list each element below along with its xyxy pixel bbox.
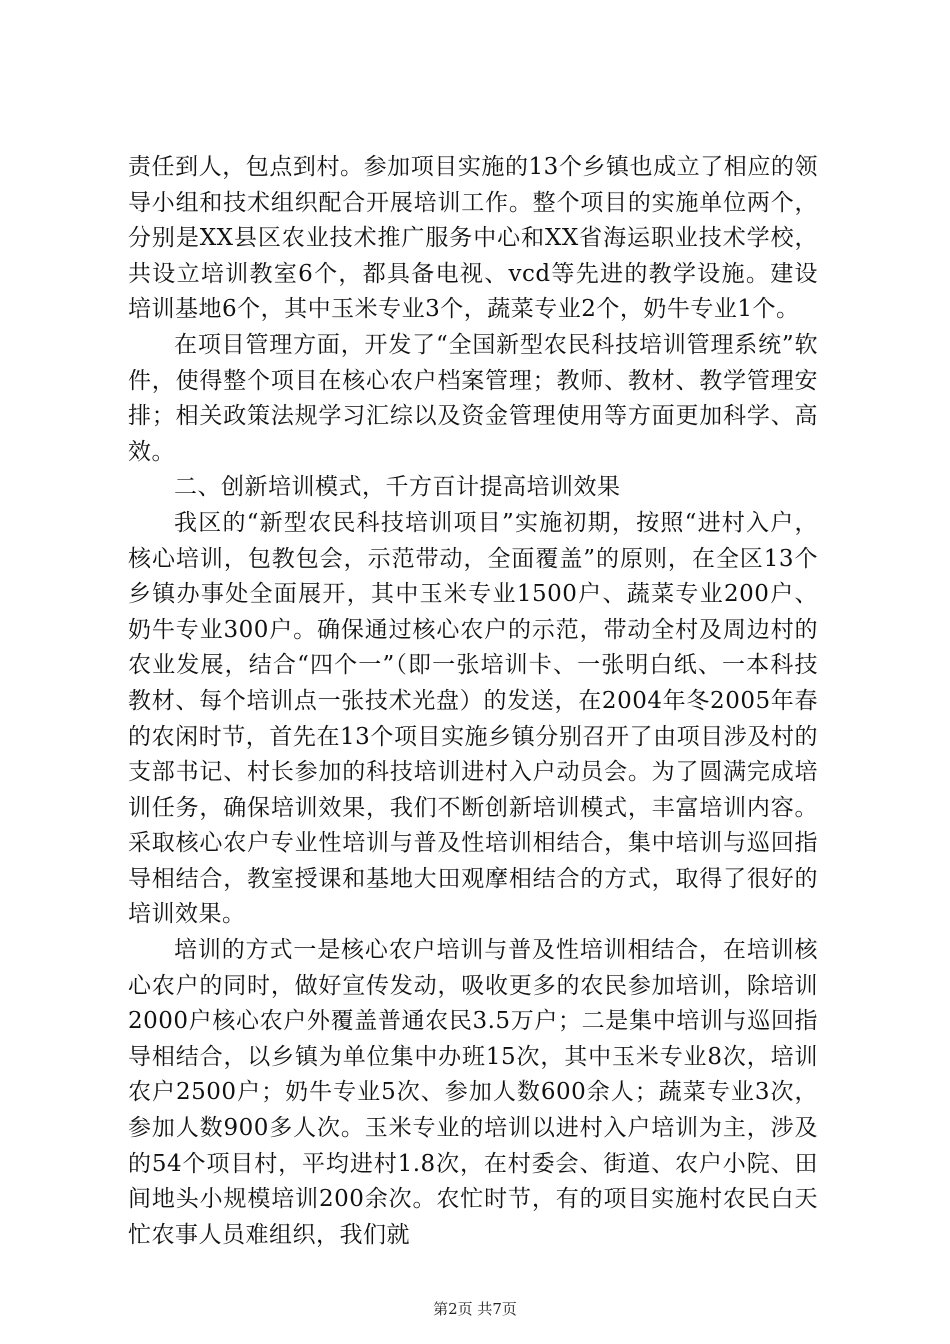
- document-body: [128, 150, 818, 1253]
- paragraph-project-management: 在项目管理方面，开发了“全国新型农民科技培训管理系统”软件，使得整个项目在核心农户档案管理；教师、教材、教学管理安排；相关政策法规学习汇综以及资金管理使用等方面更加科学、高效。: [128, 331, 818, 465]
- paragraph-training-methods: 培训的方式一是核心农户培训与普及性培训相结合，在培训核心农户的同时，做好宣传发动，吸收更多的农民参加培训，除培训2000户核心农户外覆盖普通农民3.5万户；二是集中培训与巡回指导相结合，以乡镇为单位集中办班15次，其中玉米专业8次，培训农户2500户；奶牛专业5次、参加人数600余人；蔬菜专业3次，参加人数900多人次。玉米专业的培训以进村入户培训为主，涉及的54个项目村，平均进村1.8次，在村委会、街道、农户小院、田间地头小规模培训200余次。农忙时节，有的项目实施村农民白天忙农事人员难组织，我们就: [128, 937, 818, 1248]
- paragraph-continued: 责任到人，包点到村。参加项目实施的13个乡镇也成立了相应的领导小组和技术组织配合开展培训工作。整个项目的实施单位两个，分别是XX县区农业技术推广服务中心和XX省海运职业技术学校，共设立培训教室6个，都具备电视、vcd等先进的教学设施。建设培训基地6个，其中玉米专业3个，蔬菜专业2个，奶牛专业1个。: [128, 154, 818, 323]
- section-heading-training-model: 二、创新培训模式，千方百计提高培训效果: [174, 474, 621, 501]
- page-number-footer: 第2页 共7页: [433, 1300, 517, 1318]
- paragraph-training-implementation: 我区的“新型农民科技培训项目”实施初期，按照“进村入户，核心培训，包教包会，示范带动，全面覆盖”的原则，在全区13个乡镇办事处全面展开，其中玉米专业1500户、蔬菜专业200户、奶牛专业300户。确保通过核心农户的示范，带动全村及周边村的农业发展，结合“四个一”（即一张培训卡、一张明白纸、一本科技教材、每个培训点一张技术光盘）的发送，在2004年冬2005年春的农闲时节，首先在13个项目实施乡镇分别召开了由项目涉及村的支部书记、村长参加的科技培训进村入户动员会。为了圆满完成培训任务，确保培训效果，我们不断创新培训模式，丰富培训内容。采取核心农户专业性培训与普及性培训相结合，集中培训与巡回指导相结合，教室授课和基地大田观摩相结合的方式，取得了很好的培训效果。: [128, 509, 818, 928]
